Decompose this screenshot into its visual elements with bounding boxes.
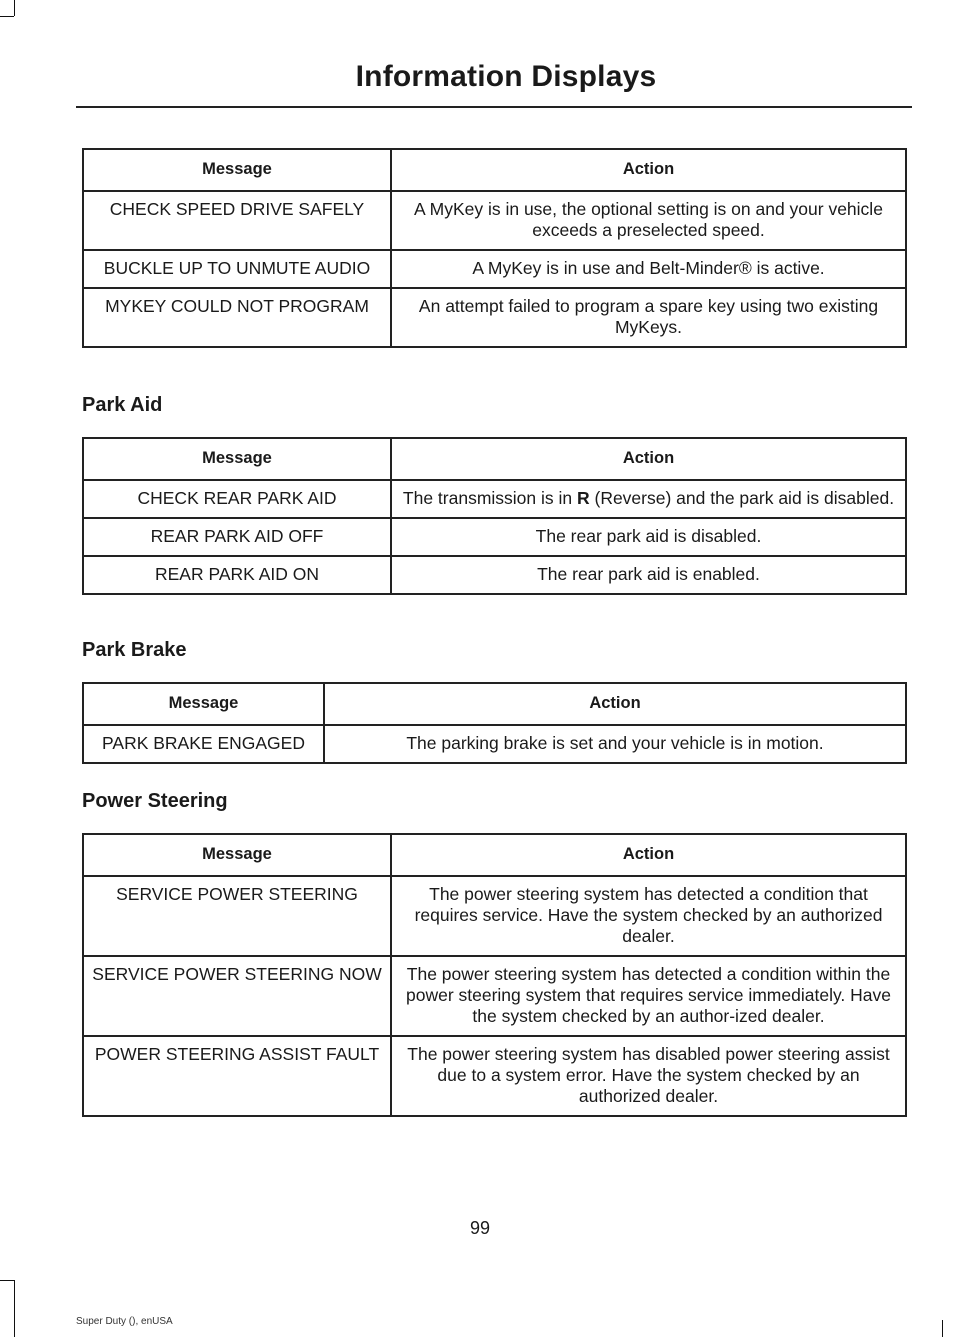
table-header-row [83, 149, 906, 191]
action-cell: A MyKey is in use, the optional setting is on and your vehicle exceeds a preselected speed. [391, 191, 906, 250]
page-title: Information Displays [355, 60, 657, 93]
park-brake-message-table [82, 682, 907, 764]
action-cell: The rear park aid is enabled. [391, 556, 906, 594]
table-header-row [83, 683, 906, 725]
column-header-message: Message [83, 834, 391, 876]
action-cell [391, 480, 906, 518]
column-header-message: Message [83, 149, 391, 191]
gear-letter: R [576, 488, 590, 508]
action-text: (Reverse) and the park aid is disabled. [589, 488, 895, 508]
action-cell: A MyKey is in use and Belt-Minder® is active. [391, 250, 906, 288]
message-cell: MYKEY COULD NOT PROGRAM [83, 288, 391, 347]
column-header-message: Message [83, 683, 324, 725]
footer-meta: Super Duty (), enUSA [76, 1316, 173, 1327]
column-header-message: Message [83, 438, 391, 480]
message-cell: POWER STEERING ASSIST FAULT [83, 1036, 391, 1116]
message-cell: PARK BRAKE ENGAGED [83, 725, 324, 763]
table-row [83, 556, 906, 594]
table-header-row [83, 834, 906, 876]
table-row [83, 480, 906, 518]
table-row [83, 288, 906, 347]
message-cell: REAR PARK AID ON [83, 556, 391, 594]
message-cell: CHECK SPEED DRIVE SAFELY [83, 191, 391, 250]
crop-mark [0, 1280, 14, 1281]
action-cell: The power steering system has detected a condition within the power steering system that requires service immediately. Have the system checked by an author-ized dealer. [391, 956, 906, 1036]
column-header-action: Action [391, 834, 906, 876]
section-title-park-brake: Park Brake [82, 639, 187, 661]
table-row [83, 1036, 906, 1116]
action-cell: The power steering system has disabled power steering assist due to a system error. Have the system checked by an authorized dealer. [391, 1036, 906, 1116]
message-cell: REAR PARK AID OFF [83, 518, 391, 556]
action-cell: The power steering system has detected a condition that requires service. Have the system checked by an authorized dealer. [391, 876, 906, 956]
crop-mark [942, 1320, 943, 1337]
crop-mark [0, 16, 14, 17]
table-header-row [83, 438, 906, 480]
park-aid-message-table [82, 437, 907, 595]
section-title-power-steering: Power Steering [82, 790, 228, 812]
column-header-action: Action [391, 149, 906, 191]
power-steering-message-table [82, 833, 907, 1117]
crop-mark [14, 1280, 15, 1337]
column-header-action: Action [391, 438, 906, 480]
message-cell: CHECK REAR PARK AID [83, 480, 391, 518]
crop-mark [14, 0, 15, 16]
page-header [76, 58, 912, 108]
action-cell: An attempt failed to program a spare key using two existing MyKeys. [391, 288, 906, 347]
message-cell: SERVICE POWER STEERING NOW [83, 956, 391, 1036]
table-row [83, 725, 906, 763]
message-cell: BUCKLE UP TO UNMUTE AUDIO [83, 250, 391, 288]
table-row [83, 956, 906, 1036]
section-title-park-aid: Park Aid [82, 394, 163, 416]
message-cell: SERVICE POWER STEERING [83, 876, 391, 956]
page-number: 99 [469, 1218, 491, 1238]
column-header-action: Action [324, 683, 906, 725]
table-row [83, 250, 906, 288]
table-row [83, 191, 906, 250]
action-text: The transmission is in [402, 488, 577, 508]
table-row [83, 518, 906, 556]
mykey-message-table [82, 148, 907, 348]
table-row [83, 876, 906, 956]
action-cell: The rear park aid is disabled. [391, 518, 906, 556]
action-cell: The parking brake is set and your vehicle is in motion. [324, 725, 906, 763]
